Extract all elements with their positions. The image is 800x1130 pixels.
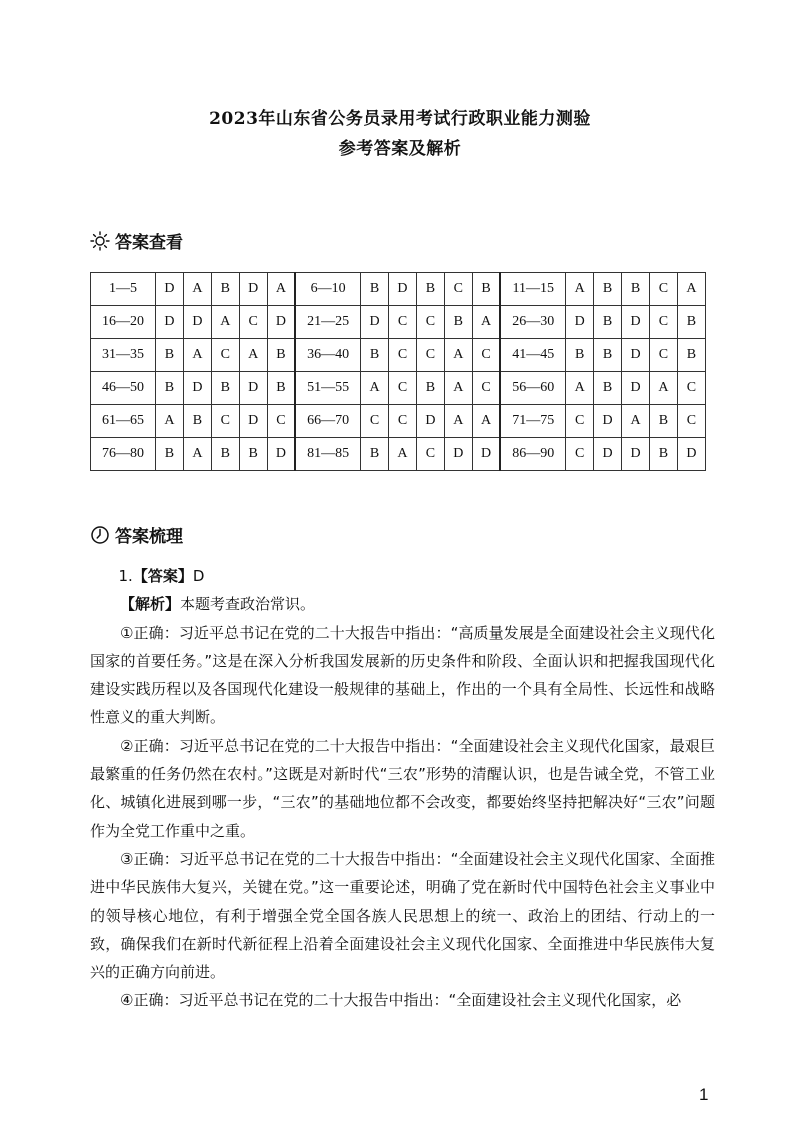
- answer-cell: D: [156, 306, 184, 339]
- analysis-point: ②正确：习近平总书记在党的二十大报告中指出：“全面建设社会主义现代化国家，最艰巨最繁重的任务仍然在农村。”这既是对新时代“三农”形势的清醒认识，也是告诫全党，不管工业化、城镇化进展到哪一步，“三农”的基础地位都不会改变，都要始终坚持把解决好“三农”问题作为全党工作重中之重。: [90, 736, 715, 840]
- answer-range-cell: 41—45: [500, 339, 566, 372]
- answer-cell: D: [594, 438, 622, 471]
- answer-range-cell: 66—70: [295, 405, 361, 438]
- answer-range-cell: 31—35: [91, 339, 156, 372]
- answer-cell: A: [183, 438, 211, 471]
- answer-cell: C: [389, 339, 417, 372]
- answer-cell: A: [211, 306, 239, 339]
- answer-cell: D: [156, 273, 184, 306]
- answer-cell: B: [361, 438, 389, 471]
- answer-cell: A: [444, 339, 472, 372]
- answer-range-cell: 16—20: [91, 306, 156, 339]
- answer-range-cell: 26—30: [500, 306, 566, 339]
- answer-cell: B: [211, 438, 239, 471]
- answer-range-cell: 51—55: [295, 372, 361, 405]
- answer-table-row: [91, 339, 706, 372]
- answer-cell: A: [239, 339, 267, 372]
- answer-cell: B: [472, 273, 500, 306]
- answer-cell: A: [472, 306, 500, 339]
- page-number: 1: [699, 1085, 709, 1104]
- answer-cell: C: [416, 339, 444, 372]
- answer-cell: D: [444, 438, 472, 471]
- answer-cell: B: [156, 438, 184, 471]
- sun-icon: [90, 231, 110, 251]
- analysis-text: 本题考查政治常识。: [180, 595, 316, 614]
- answer-table-row: [91, 306, 706, 339]
- answer-cell: B: [156, 372, 184, 405]
- document-subtitle: 参考答案及解析: [338, 139, 462, 159]
- answer-label: 【答案】: [132, 567, 193, 585]
- answer-range-cell: 36—40: [295, 339, 361, 372]
- answer-cell: A: [267, 273, 295, 306]
- answer-table-row: [91, 273, 706, 306]
- answer-table-row: [91, 405, 706, 438]
- answer-cell: D: [472, 438, 500, 471]
- answer-cell: B: [622, 273, 650, 306]
- answer-range-cell: 81—85: [295, 438, 361, 471]
- answer-cell: C: [566, 438, 594, 471]
- answer-cell: C: [211, 405, 239, 438]
- answer-table: [90, 272, 706, 471]
- answer-cell: A: [566, 273, 594, 306]
- answer-cell: B: [239, 438, 267, 471]
- answer-cell: A: [677, 273, 705, 306]
- answer-cell: C: [416, 438, 444, 471]
- answer-cell: C: [389, 405, 417, 438]
- answer-cell: A: [444, 372, 472, 405]
- answer-cell: B: [594, 306, 622, 339]
- answer-cell: B: [156, 339, 184, 372]
- question-number: 1.: [118, 567, 133, 585]
- answer-cell: C: [211, 339, 239, 372]
- answer-cell: C: [361, 405, 389, 438]
- answer-cell: D: [622, 438, 650, 471]
- answer-cell: D: [622, 339, 650, 372]
- answer-range-cell: 76—80: [91, 438, 156, 471]
- clock-icon: [90, 525, 110, 545]
- answer-cell: B: [211, 273, 239, 306]
- answer-cell: D: [416, 405, 444, 438]
- answer-cell: D: [566, 306, 594, 339]
- answer-cell: A: [183, 273, 211, 306]
- answer-cell: C: [389, 306, 417, 339]
- answer-cell: B: [267, 372, 295, 405]
- answer-cell: A: [649, 372, 677, 405]
- answer-cell: C: [472, 339, 500, 372]
- answer-range-cell: 11—15: [500, 273, 566, 306]
- analysis-intro: [90, 590, 715, 618]
- answer-cell: B: [361, 273, 389, 306]
- answer-cell: B: [677, 339, 705, 372]
- answer-cell: B: [211, 372, 239, 405]
- answer-table-row: [91, 438, 706, 471]
- answer-cell: B: [416, 372, 444, 405]
- answer-cell: D: [183, 372, 211, 405]
- answers-section-title: 答案查看: [115, 233, 183, 253]
- answer-cell: C: [416, 306, 444, 339]
- answer-cell: D: [622, 372, 650, 405]
- answer-table-row: [91, 372, 706, 405]
- answer-cell: D: [239, 405, 267, 438]
- answer-cell: B: [677, 306, 705, 339]
- answer-cell: C: [566, 405, 594, 438]
- answer-range-cell: 21—25: [295, 306, 361, 339]
- answer-cell: A: [156, 405, 184, 438]
- answer-cell: B: [416, 273, 444, 306]
- answer-cell: B: [267, 339, 295, 372]
- document-title: 2023年山东省公务员录用考试行政职业能力测验: [209, 109, 591, 129]
- answer-cell: C: [649, 339, 677, 372]
- answer-cell: A: [389, 438, 417, 471]
- answer-cell: D: [622, 306, 650, 339]
- answer-cell: A: [183, 339, 211, 372]
- answer-range-cell: 61—65: [91, 405, 156, 438]
- answer-value: D: [192, 567, 205, 585]
- answers-section-heading: [90, 228, 183, 253]
- answer-cell: D: [389, 273, 417, 306]
- analysis-point: ④正确：习近平总书记在党的二十大报告中指出：“全面建设社会主义现代化国家，必: [120, 991, 682, 1010]
- answer-cell: C: [649, 273, 677, 306]
- answer-cell: A: [566, 372, 594, 405]
- answer-cell: C: [472, 372, 500, 405]
- answer-cell: D: [239, 273, 267, 306]
- answer-cell: C: [444, 273, 472, 306]
- answer-cell: A: [444, 405, 472, 438]
- analysis-label: 【解析】: [120, 595, 181, 614]
- answer-cell: D: [361, 306, 389, 339]
- answer-cell: C: [677, 405, 705, 438]
- question-1-analysis: [90, 562, 715, 1015]
- answer-cell: D: [267, 438, 295, 471]
- answer-cell: A: [472, 405, 500, 438]
- answer-cell: B: [361, 339, 389, 372]
- answer-cell: B: [594, 339, 622, 372]
- answer-cell: B: [444, 306, 472, 339]
- answer-range-cell: 56—60: [500, 372, 566, 405]
- answer-cell: A: [622, 405, 650, 438]
- answer-cell: B: [183, 405, 211, 438]
- answer-cell: A: [361, 372, 389, 405]
- answer-cell: B: [566, 339, 594, 372]
- answer-cell: D: [183, 306, 211, 339]
- answer-cell: D: [267, 306, 295, 339]
- answer-range-cell: 86—90: [500, 438, 566, 471]
- answer-cell: C: [677, 372, 705, 405]
- answer-range-cell: 1—5: [91, 273, 156, 306]
- answer-cell: C: [389, 372, 417, 405]
- answer-cell: D: [677, 438, 705, 471]
- answer-cell: B: [594, 273, 622, 306]
- question-1-answer: [90, 562, 715, 590]
- answer-cell: C: [649, 306, 677, 339]
- answer-cell: C: [267, 405, 295, 438]
- analysis-point: ③正确：习近平总书记在党的二十大报告中指出：“全面建设社会主义现代化国家、全面推进中华民族伟大复兴，关键在党。”这一重要论述，明确了党在新时代中国特色社会主义事业中的领导核心地位，有利于增强全党全国各族人民思想上的统一、政治上的团结、行动上的一致，确保我们在新时代新征程上沿着全面建设社会主义现代化国家、全面推进中华民族伟大复兴的正确方向前进。: [90, 849, 715, 982]
- answer-range-cell: 46—50: [91, 372, 156, 405]
- answer-cell: D: [239, 372, 267, 405]
- answer-cell: B: [649, 405, 677, 438]
- review-section-heading: [90, 522, 183, 547]
- answer-cell: D: [594, 405, 622, 438]
- analysis-point: ①正确：习近平总书记在党的二十大报告中指出：“高质量发展是全面建设社会主义现代化国家的首要任务。”这是在深入分析我国发展新的历史条件和阶段、全面认识和把握我国现代化建设实践历程以及各国现代化建设一般规律的基础上，作出的一个具有全局性、长远性和战略性意义的重大判断。: [90, 623, 715, 727]
- answer-cell: B: [594, 372, 622, 405]
- answer-range-cell: 71—75: [500, 405, 566, 438]
- answer-cell: B: [649, 438, 677, 471]
- answer-range-cell: 6—10: [295, 273, 361, 306]
- answer-cell: C: [239, 306, 267, 339]
- review-section-title: 答案梳理: [115, 527, 183, 547]
